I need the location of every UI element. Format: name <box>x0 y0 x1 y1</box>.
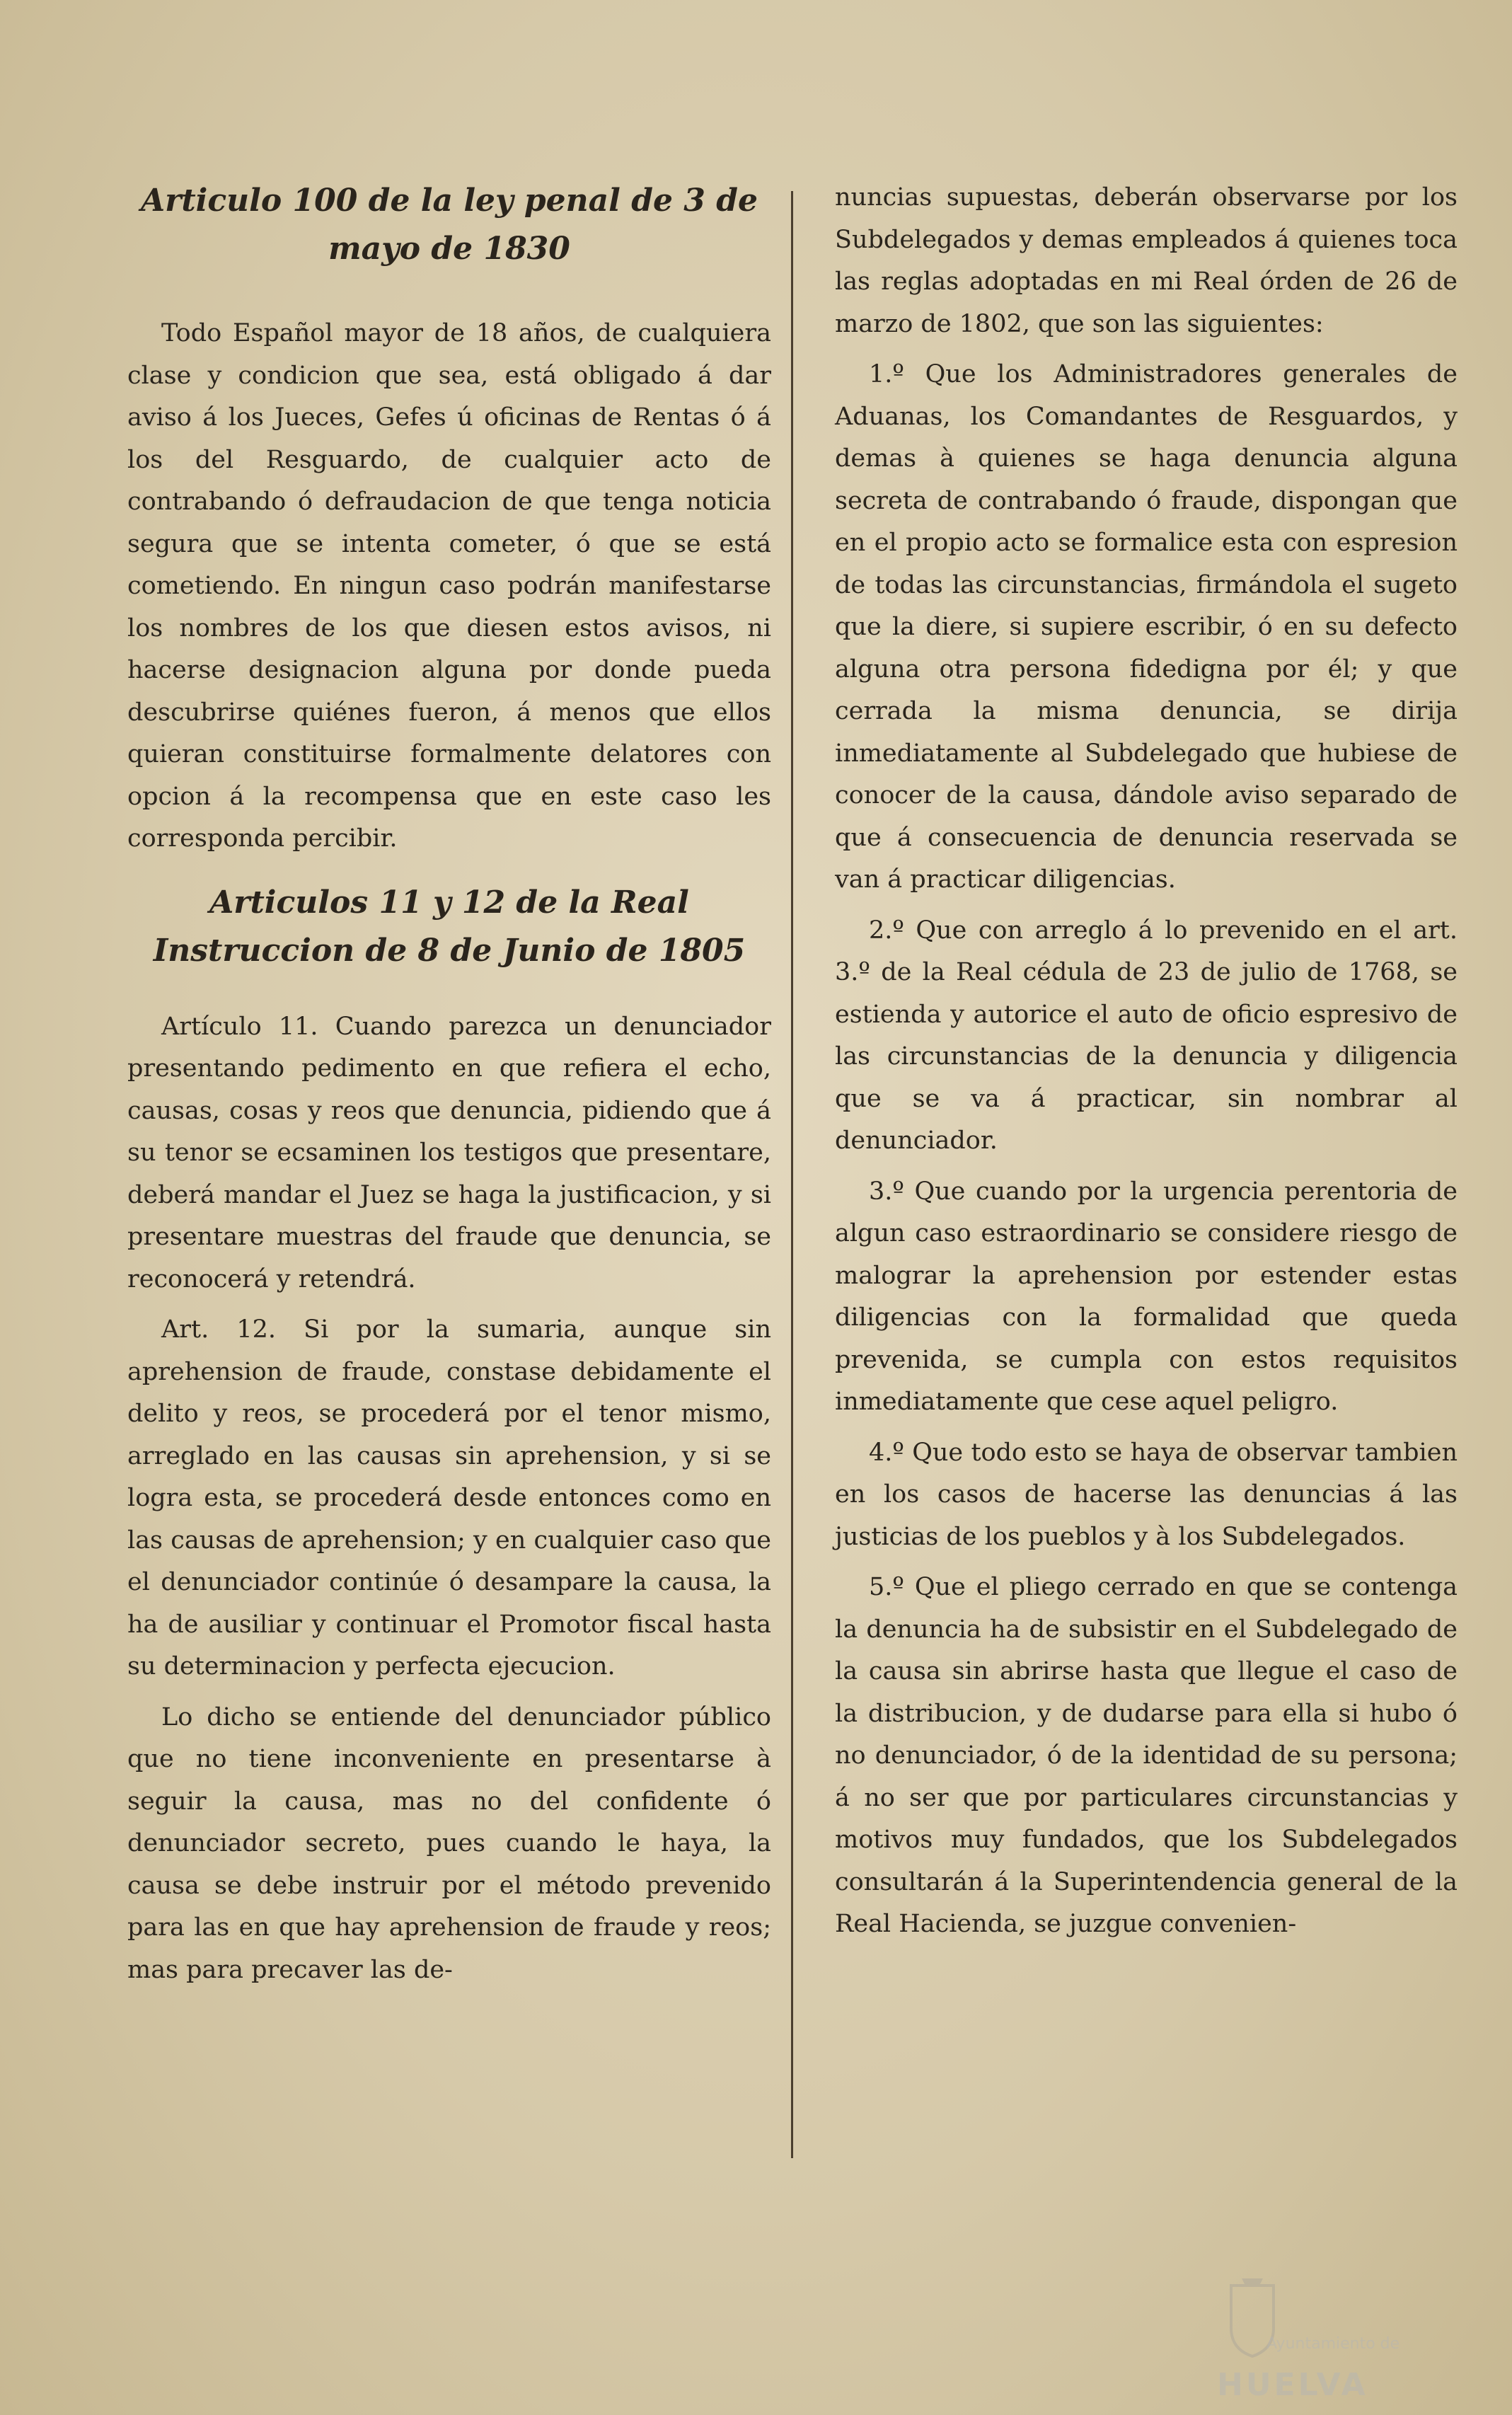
rule-item-3: 3.º Que cuando por la urgencia perentoria de algun caso estraordinario se considere riesgo de malograr la aprehension por estender estas diligencias con la formalidad que queda prevenida, se cumpla con estos requisitos inmediatamente que cese aquel peligro. <box>835 1177 1458 1416</box>
rule-item-1: 1.º Que los Administradores generales de Aduanas, los Comandantes de Resguardos, y demas à quienes se haga denuncia alguna secreta de contrabando ó fraude, dispongan que en el propio acto se formalice esta con espresion de todas las circunstancias, firmándola el sugeto que la diere, si supiere escribir, ó en su defecto alguna otra persona fidedigna por él; y que cerrada la misma denuncia, se dirija inmediatamente al Subdelegado que hubiese de conocer de la causa, dándole aviso separado de que á consecuencia de denuncia reservada se van á practicar diligencias. <box>835 360 1458 894</box>
right-column <box>835 177 1458 1954</box>
paragraph-denunciador: Lo dicho se entiende del denunciador público que no tiene inconveniente en presentarse à seguir la causa, mas no del confidente ó denunciador secreto, pues cuando le haya, la causa se debe instruir por el método prevenido para las en que hay aprehension de fraude y reos; mas para precaver las de- <box>127 1702 771 1984</box>
watermark-huelva: HUELVA <box>1217 2367 1368 2403</box>
heading-articles-11-12: Articulos 11 y 12 de la Real Instruccion de 8 de Junio de 1805 <box>153 884 746 969</box>
paragraph-article-12: Art. 12. Si por la sumaria, aunque sin aprehension de fraude, constase debidamente el delito y reos, se procederá por el tenor mismo, arreglado en las causas sin aprehension, y si se logra esta, se procederá desde entonces como en las causas de aprehension; y en cualquier caso que el denunciador continúe ó desampare la causa, la ha de ausiliar y continuar el Promotor fiscal hasta su determinacion y perfecta ejecucion. <box>127 1315 771 1681</box>
watermark-small-text: Ayuntamiento de <box>1266 2335 1400 2353</box>
paragraph-article-11: Artículo 11. Cuando parezca un denunciador presentando pedimento en que refiera el echo, causas, cosas y reos que denuncia, pidiendo que á su tenor se ecsaminen los testigos que presentare, deberá mandar el Juez se haga la justificacion, y si presentare muestras del fraude que denuncia, se reconocerá y retendrá. <box>127 1012 771 1293</box>
rule-item-4: 4.º Que todo esto se haya de observar tambien en los casos de hacerse las denuncias á las justicias de los pueblos y à los Subdelegados. <box>835 1438 1458 1551</box>
rule-item-2: 2.º Que con arreglo á lo prevenido en el art. 3.º de la Real cédula de 23 de julio de 1768, se estienda y autorice el auto de oficio espresivo de las circunstancias de la denuncia y diligencia que se va á practicar, sin nombrar al denunciador. <box>835 916 1458 1155</box>
column-divider <box>791 191 793 2158</box>
paragraph-continuation: nuncias supuestas, deberán observarse por los Subdelegados y demas empleados á quienes toca las reglas adoptadas en mi Real órden de 26 de marzo de 1802, que son las siguientes: <box>835 183 1458 338</box>
heading-article-100: Articulo 100 de la ley penal de 3 de mayo de 1830 <box>141 183 758 267</box>
paragraph-article-100: Todo Español mayor de 18 años, de cualquiera clase y condicion que sea, está obligado á dar aviso á los Jueces, Gefes ú oficinas de Rentas ó á los del Resguardo, de cualquier acto de contrabando ó defraudacion de que tenga noticia segura que se intenta cometer, ó que se está cometiendo. En ningun caso podrán manifestarse los nombres de los que diesen estos avisos, ni hacerse designacion alguna por donde pueda descubrirse quiénes fueron, á menos que ellos quieran constituirse formalmente delatores con opcion á la recompensa que en este caso les corresponda percibir. <box>127 319 771 853</box>
left-column <box>127 177 771 2000</box>
rule-item-5: 5.º Que el pliego cerrado en que se contenga la denuncia ha de subsistir en el Subdelegado de la causa sin abrirse hasta que llegue el caso de la distribucion, y de dudarse para ella si hubo ó no denunciador, ó de la identidad de su persona; á no ser que por particulares circunstancias y motivos muy fundados, que los Subdelegados consultarán á la Superintendencia general de la Real Hacienda, se juzgue convenien- <box>835 1573 1458 1938</box>
